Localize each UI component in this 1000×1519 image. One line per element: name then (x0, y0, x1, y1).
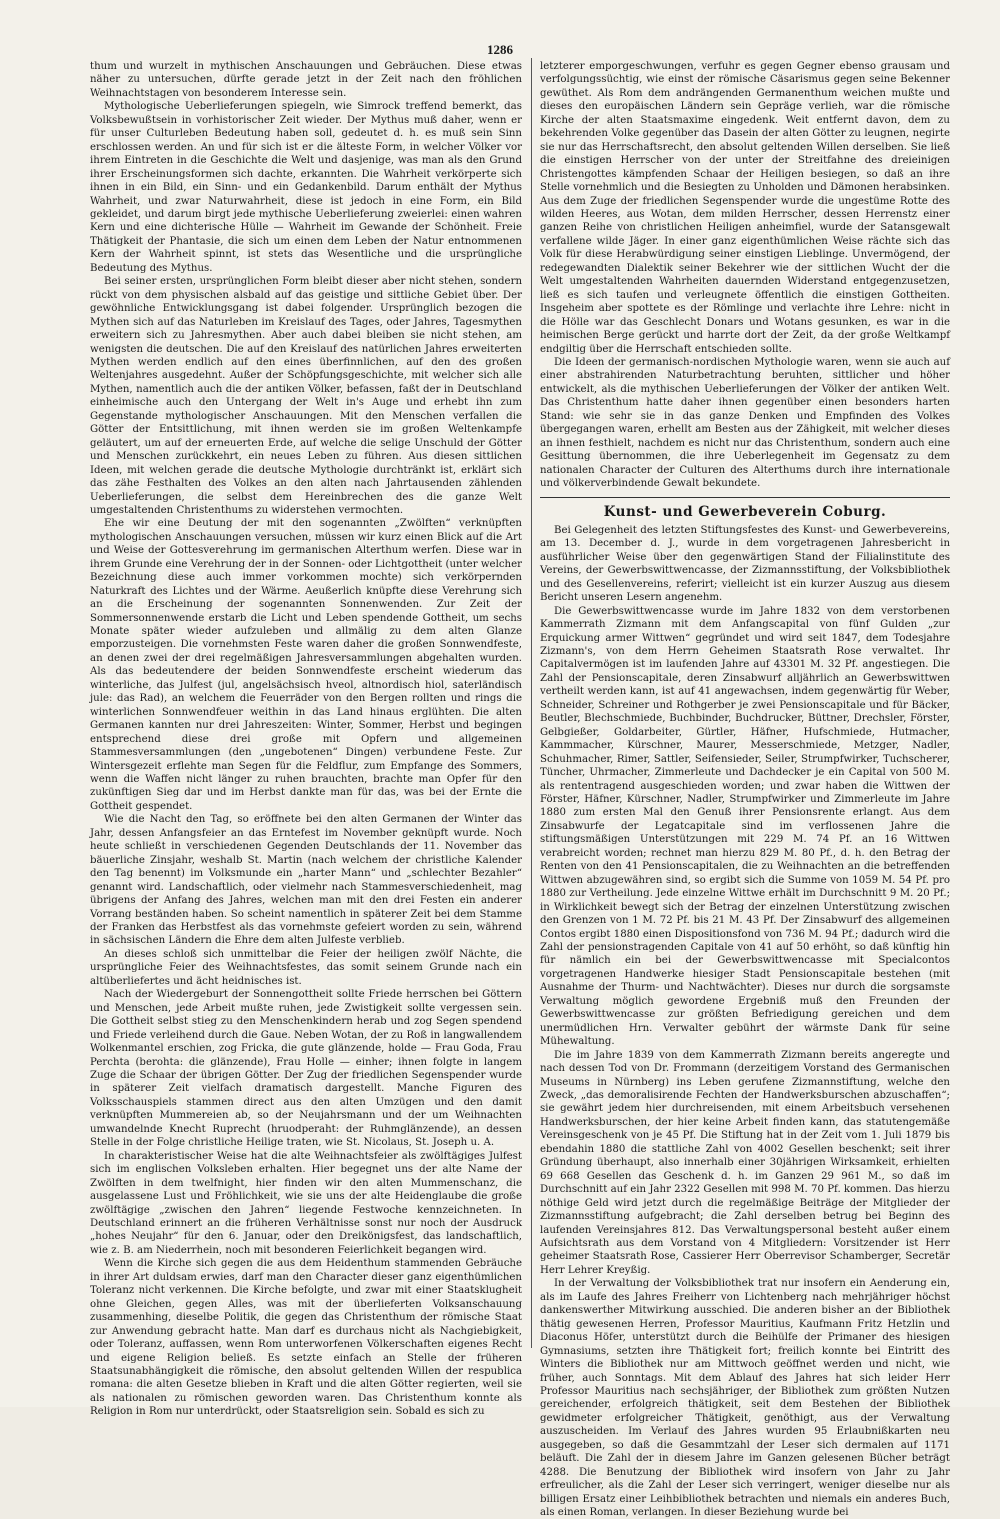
paragraph: thum und wurzelt in mythischen Anschauungen und Gebräuchen. Diese etwas näher zu untersuchen, dürfte gerade jetzt in der Zeit nach den fröhlichen Weihnachtstagen von besonderem Interesse sein. (90, 61, 522, 99)
paragraph: In der Verwaltung der Volksbibliothek trat nur insofern ein Aenderung ein, als im Laufe des Jahres Freiherr von Lichtenberg nach mehrjähriger höchst dankenswerther Mitwirkung ausschied. Die anderen bisher an der Bibliothek thätig gewesenen Herren, Professor Mauritius, Kaufmann Fritz Hetzlin und Diaconus Höfer, unterstützt durch die Beihülfe der Primaner des hiesigen Gymnasiums, setzten ihre Thätigkeit fort; freilich konnte bei Eintritt des Winters die Bibliothek nur am Mittwoch geöffnet werden und nicht, wie früher, auch Sonntags. Mit dem Ablauf des Jahres hat sich leider Herr Professor Mauritius nach sechsjähriger, der Bibliothek zum größten Nutzen gereichender, erfolgreich thätigkeit, seit dem Bestehen der Bibliothek gewidmeter erfolgreicher Thätigkeit, genöthigt, aus der Verwaltung auszuscheiden. Im Verlauf des Jahres wurden 95 Erlaubnißkarten neu ausgegeben, so daß die Gesammtzahl der Leser sich dermalen auf 1171 beläuft. Die Zahl der in diesem Jahre im Ganzen gelesenen Bücher beträgt 4288. Die Benutzung der Bibliothek wird insofern von Jahr zu Jahr erfreulicher, als die Zahl der Leser sich verringert, weniger dieselbe nur als billigen Ersatz einer Leihbibliothek betrachten und niemals ein anderes Buch, als einen Roman, verlangen. In dieser Beziehung wurde bei (540, 1278, 950, 1519)
section-title: Kunst- und Gewerbeverein Coburg. (603, 503, 887, 520)
paragraph: Wenn die Kirche sich gegen die aus dem Heidenthum stammenden Gebräuche in ihrer Art duldsam erwies, darf man den Character dieser ganz eigenthümlichen Toleranz nicht verkennen. Die Kirche befolgte, und zwar mit einer Staatsklugheit ohne Gleichen, gegen Alles, was mit der überlieferten Volksanschauung zusammenhing, dieselbe Politik, die gegen das Christenthum der römische Staat zur Anwendung gebracht hatte. Man darf es durchaus nicht als Nachgiebigkeit, oder Toleranz, auffassen, wenn Rom unterworfenen Völkerschaften eigenes Recht und eigene Religion beließ. Es setzte einfach an Stelle der früheren Staatsunabhängigkeit die römische, den absolut geltenden Willen der respublica romana: die alten Gesetze blieben in Kraft und die alten Götter regierten, weil sie als nationalen zu römischen geworden waren. Das Christenthum konnte als Religion in Rom nur unterdrückt, oder Staatsreligion sein. Sobald es sich zu (90, 1258, 522, 1418)
paragraph: An dieses schloß sich unmittelbar die Feier der heiligen zwölf Nächte, die ursprüngliche Feier des Weihnachtsfestes, das somit seinem Grunde nach ein altüberliefertes und ächt heidnisches ist. (90, 948, 522, 987)
left-column (90, 60, 522, 1418)
paragraph: Die im Jahre 1839 von dem Kammerrath Zizmann bereits angeregte und nach dessen Tod von Dr. Frommann (derzeitigem Vorstand des Germanischen Museums in Nürnberg) ins Leben gerufene Zizmannstiftung, welche den Zweck, „das demoralisirende Fechten der Handwerksburschen abzuschaffen“; sie gewährt jedem hier durchreisenden, mit einem Arbeitsbuch versehenen Handwerksburschen, der hier keine Arbeit finden kann, das statutengemäße Vereinsgeschenk von je 45 Pf. Die Stiftung hat in der Zeit vom 1. Juli 1879 bis ebendahin 1880 die stattliche Zahl von 4002 Gesellen beschenkt; seit ihrer Gründung überhaupt, also innerhalb einer 30jährigen Wirksamkeit, erhielten 69 668 Gesellen das Geschenk d. h. im Ganzen 29 961 M., so daß im Durchschnitt auf ein Jahr 2322 Gesellen mit 998 M. 70 Pf. kommen. Das hierzu nöthige Geld wird jetzt durch die regelmäßige Beiträge der Mitglieder der Zizmannsstiftung aufgebracht; die Zahl derselben betrug bei Beginn des laufenden Vereinsjahres 812. Das Verwaltungspersonal besteht außer einem Aufsichtsrath aus dem Vorstand von 4 Mitgliedern: Vorsitzender ist Herr geheimer Staatsrath Rose, Cassierer Herr Oberrevisor Schamberger, Secretär Herr Lehrer Kreyßig. (540, 1049, 950, 1276)
paragraph: Die Ideen der germanisch-nordischen Mythologie waren, wenn sie auch auf einer abstrahirenden Naturbetrachtung beruhten, sittlicher und höher entwickelt, als die mythischen Ueberlieferungen der Völker der antiken Welt. Das Christenthum hatte daher ihnen gegenüber einen besonders harten Stand: wie sehr sie in das ganze Denken und Empfinden des Volkes übergegangen waren, erhellt am Besten aus der Zähigkeit, mit welcher dieses an ihnen festhielt, nachdem es nicht nur das Christenthum, sondern auch eine Gesittung übernommen, die ihre Ueberlegenheit im Gegensatz zu dem nationalen Character der Culturen des Alterthums durch ihre internationale und völkerverbindende Gewalt bekundete. (540, 356, 950, 490)
column-divider (531, 58, 532, 1348)
page-number: 1286 (487, 42, 513, 57)
paragraph: In charakteristischer Weise hat die alte Weihnachtsfeier als zwölftägiges Julfest sich im englischen Volksleben erhalten. Hier begegnet uns der alte Name der Zwölften in dem twelfnight, hier finden wir den alten Mummenschanz, die ausgelassene Lust und Fröhlichkeit, wie sie uns der alte Heidenglaube die große zwölftägige „zwischen den Jahren“ liegende Festwoche kennzeichneten. In Deutschland erinnert an die früheren Verhältnisse sonst nur noch der Ausdruck „hohes Neujahr“ für den 6. Januar, oder den Dreikönigsfest, das landschaftlich, wie z. B. am Niederrhein, noch mit besonderen Feierlichkeit begangen wird. (90, 1150, 522, 1256)
paragraph: Wie die Nacht den Tag, so eröffnete bei den alten Germanen der Winter das Jahr, dessen Anfangsfeier an das Erntefest im November geknüpft wurde. Noch heute schließt in verschiedenen Gegenden Deutschlands der 11. November das bäuerliche Zinsjahr, weshalb St. Martin (nach welchem der christliche Kalender den Tag benennt) im Volksmunde ein „harter Mann“ und „schlechter Bezahler“ genannt wird. Landschaftlich, oder vielmehr nach Stammesverschiedenheit, mag übrigens der Anfang des Jahres, welchen man mit den drei Festen ein anderer Vorrang beständen haben. So scheint namentlich in späterer Zeit bei dem Stamme der Franken das Herbstfest als das vornehmste gefeiert worden zu sein, während in sächsischen Ländern die Ehre dem alten Julfeste verblieb. (90, 814, 522, 947)
paragraph: letzterer emporgeschwungen, verfuhr es gegen Gegner ebenso grausam und verfolgungssüchtig, wie einst der römische Cäsarismus gegen seine Bekenner gewüthet. Als Rom dem andrängenden Germanenthum weichen mußte und dieses den europäischen Ländern sein Gepräge verlieh, war die römische Kirche der alten Staatsmaxime eingedenk. Weit entfernt davon, dem zu bekehrenden Volke gegenüber das Dasein der alten Götter zu leugnen, negirte sie nur das Herrschaftsrecht, den absolut geltenden Willen derselben. Sie ließ die einstigen Herrscher von der unter der Streitfahne des dreieinigen Christengottes kämpfenden Schaar der Heiligen besiegen, so daß an ihre Stelle vornehmlich und die Besiegten zu Unholden und Dämonen herabsinken. Aus dem Zuge der friedlichen Segenspender wurde die ungestüme Rotte des wilden Heeres, aus Wotan, dem milden Herrscher, dessen Herrenstz einer ganzen Reihe von christlichen Heiligen anheimfiel, wurde der Satansgewalt verfallene wilde Jäger. In einer ganz eigenthümlichen Weise rächte sich das Volk für diese Herabwürdigung seiner einstigen Lieblinge. Unvermögend, der redegewandten Dialektik seiner Bekehrer wie der sittlichen Wucht der die Welt umgestaltenden Wahrheiten dauernden Widerstand entgegenzusetzen, ließ es sich taufen und verleugnete öffentlich die einstigen Gottheiten. Insgeheim aber spottete es der Römlinge und verlachte ihre Lehre: nicht in die Hölle war das Geschlecht Donars und Wotans gesunken, es war in die heimischen Berge gerückt und harrte dort der Zeit, da der große Weltkampf endgiltig über die Herrschaft entschieden sollte. (540, 61, 950, 355)
section-divider (540, 497, 950, 498)
paragraph: Mythologische Ueberlieferungen spiegeln, wie Simrock treffend bemerkt, das Volksbewußtsein in vorhistorischer Zeit wieder. Der Mythus muß daher, wenn er für unser Culturleben Bedeutung haben soll, gedeutet d. h. es muß sein Sinn erschlossen werden. An und für sich ist er die älteste Form, in welcher Völker vor ihrem Eintreten in die Geschichte die Welt und dasjenige, was man als den Grund ihrer Erscheinungsformen sich dachte, erkannten. Die Wahrheit verkörperte sich ihnen in ein Bild, ein Sinn- und ein Gedankenbild. Darum enthält der Mythus Wahrheit, und zwar Naturwahrheit, diese ist jedoch in eine Form, ein Bild gekleidet, und darum birgt jede mythische Ueberlieferung zweierlei: einen wahren Kern und eine dichterische Hülle — Wahrheit im Gewande der Schönheit. Freie Thätigkeit der Phantasie, die sich um einen dem Leben der Natur entnommenen Kern der Wahrheit spinnt, ist stets das Wesentliche und die ursprüngliche Bedeutung des Mythus. (90, 101, 522, 274)
paragraph: Die Gewerbswittwencasse wurde im Jahre 1832 von dem verstorbenen Kammerrath Zizmann mit dem Anfangscapital von fünf Gulden „zur Erquickung armer Wittwen“ gegründet und wird seit 1847, dem Todesjahre Zizmann's, von dem Herrn Geheimen Staatsrath Rose verwaltet. Ihr Capitalvermögen ist im laufenden Jahre auf 43301 M. 32 Pf. angestiegen. Die Zahl der Pensionscapitale, deren Zinsabwurf alljährlich an Gewerbswittwen vertheilt werden kann, ist auf 41 angewachsen, indem gegenwärtig für Weber, Schneider, Schreiner und Rothgerber je zwei Pensionscapitale und für Bäcker, Beutler, Blechschmiede, Buchbinder, Buchdrucker, Büttner, Drechsler, Förster, Gelbgießer, Goldarbeiter, Gürtler, Häfner, Hufschmiede, Hutmacher, Kammmacher, Kürschner, Maurer, Messerschmiede, Metzger, Nadler, Schuhmacher, Rimer, Sattler, Seifensieder, Seiler, Strumpfwirker, Tuchscherer, Tüncher, Uhrmacher, Zimmerleute und Dachdecker je ein Capital von 500 M. als rententragend ausgeschieden worden; und zwar haben die Wittwen der Förster, Häfner, Kürschner, Nadler, Strumpfwirker und Zimmerleute im Jahre 1880 zum ersten Mal den Genuß ihrer Pensionsrente erlangt. Aus dem Zinsabwurfe der Legatcapitale sind im verflossenen Jahre die stiftungsmäßigen Unterstützungen mit 229 M. 74 Pf. an 16 Wittwen verabreicht worden; rechnet man hierzu 829 M. 80 Pf., d. h. den Betrag der Renten von den 41 Pensionscapitalen, die zu Weihnachten an die betreffenden Wittwen abzugewähren sind, so ergibt sich die Summe von 1059 M. 54 Pf. pro 1880 zur Vertheilung. Jede einzelne Wittwe erhält im Durchschnitt 9 M. 20 Pf.; in Wirklichkeit bewegt sich der Betrag der einzelnen Unterstützung zwischen den Grenzen von 1 M. 72 Pf. bis 21 M. 43 Pf. Der Zinsabwurf des allgemeinen Contos ergibt 1880 einen Dispositionsfond von 736 M. 94 Pf.; dadurch wird die Zahl der pensionstragenden Capitale von 41 auf 50 erhöht, so daß künftig hin für nämlich ein bei der Gewerbswittwencasse mit Specialcontos vorgetragenen Handwerke hiesiger Stadt Pensionscapitale bestehen (mit Ausnahme der Thurm- und Nachtwächter). Dieses nur durch die sorgsamste Verwaltung möglich gewordene Ergebniß muß den Freunden der Gewerbswittwencasse zur größten Befriedigung gereichen und dem unermüdlichen Hrn. Verwalter gebührt der wärmste Dank für seine Mühewaltung. (540, 605, 950, 1048)
right-column (540, 60, 950, 1519)
paragraph: Nach der Wiedergeburt der Sonnengottheit sollte Friede herrschen bei Göttern und Menschen, jede Arbeit mußte ruhen, jede Zwistigkeit sollte vergessen sein. Die Gottheit selbst stieg zu den Menschenkindern herab und zog Segen spendend und Friede verleihend durch die Gaue. Neben Wotan, der zu Roß in langwallendem Wolkenmantel erschien, zog Fricka, die gute glänzende, holde — Frau Goda, Frau Perchta (berohta: die glänzende), Frau Holle — einher; ihnen folgte in langem Zuge die Schaar der übrigen Götter. Der Zug der friedlichen Segenspender wurde in späterer Zeit vielfach dramatisch dargestellt. Manche Figuren des Volksschauspiels stammen direct aus den alten Umzügen und den damit verknüpften Mummereien ab, so der Neujahrsmann und der um Weihnachten umwandelnde Knecht Ruprecht (hruodperaht: der Ruhmglänzende), an dessen Stelle in der Folge christliche Heilige traten, wie St. Nicolaus, St. Joseph u. A. (90, 989, 522, 1149)
paragraph: Bei Gelegenheit des letzten Stiftungsfestes des Kunst- und Gewerbevereins, am 13. December d. J., wurde in dem vorgetragenen Jahresbericht in ausführlicher Weise über den gegenwärtigen Stand der Filialinstitute des Vereins, der Gewerbswittwencasse, der Zizmannsstiftung, der Volksbibliothek und des Gesellenvereins, referirt; vielleicht ist ein kurzer Auszug aus diesem Bericht unseren Lesern angenehm. (540, 524, 950, 604)
paragraph: Bei seiner ersten, ursprünglichen Form bleibt dieser aber nicht stehen, sondern rückt von dem physischen alsbald auf das geistige und sittliche Gebiet über. Der gewöhnliche Entwicklungsgang ist dabei folgender. Ursprünglich bezogen die Mythen sich auf das Naturleben im Kreislauf des Tages, oder Jahres, Tagesmythen erweitern sich zu Jahresmythen. Aber auch dabei bleiben sie nicht stehen, am wenigsten die deutschen. Die auf den Kreislauf des natürlichen Jahres erweiterten Mythen werden endlich auf den eines überfinnlichen, auf den des großen Weltenjahres ausgedehnt. Außer der Schöpfungsgeschichte, mit welcher sich alle Mythen, namentlich auch die der antiken Völker, befassen, faßt der in Deutschland einheimische auch den Untergang der Welt in's Auge und erhebt ihn zum Gegenstande mythologischer Anschauungen. Mit den Menschen verfallen die Götter der Entsittlichung, mit ihnen werden sie im großen Weltenkampfe geläutert, um auf der erneuerten Erde, auf welche die selige Unschuld der Götter und Menschen zurückkehrt, ein neues Leben zu führen. Aus diesen sittlichen Ideen, mit welchen gerade die deutsche Mythologie durchtränkt ist, erklärt sich das zähe Festhalten des Volkes an den alten nach Jahrtausenden zählenden Ueberlieferungen, die selbst dem Hereinbrechen des die ganze Welt umgestaltenden Christenthums zu widerstehen vermochten. (90, 276, 522, 516)
paragraph: Ehe wir eine Deutung der mit den sogenannten „Zwölften“ verknüpften mythologischen Anschauungen versuchen, müssen wir kurz einen Blick auf die Art und Weise der Gottesverehrung im germanischen Alterthum werfen. Diese war in ihrem Grunde eine Verehrung der in der Sonnen- oder Lichtgottheit (unter welcher Bezeichnung diese auch immer vorkommen mochte) sich verkörpernden Naturkraft des Lichtes und der Wärme. Aeußerlich knüpfte diese Verehrung sich an die Erscheinung der sogenannten Sonnenwenden. Zur Zeit der Sommersonnenwende erstarb die Licht und Leben spendende Gottheit, um sechs Monate später wieder aufzuleben und allmälig zu dem alten Glanze emporzusteigen. Die vornehmsten Feste waren daher die großen Sonnwendfeste, an denen zwei der drei regelmäßigen Jahresversammlungen abgehalten wurden. Als das bedeutendere der beiden Sonnwendfeste erscheint wiederum das winterliche, das Julfest (jul, angelsächsisch hveol, altnordisch hiol, saterländisch jule: das Rad), an welchem die Feuerräder von den Bergen rollten und rings die winterlichen Sonnwendfeuer weithin in das Land hinaus erglühten. Die alten Germanen kannten nur drei Jahreszeiten: Winter, Sommer, Herbst und begingen entsprechend diese drei große mit Opfern und allgemeinen Stammesversammlungen (den „ungebotenen“ Dingen) verbundene Feste. Zur Wintersgezeit erflehte man Segen für die Feldflur, zum Empfange des Sommers, wenn die Waffen nicht länger zu ruhen brauchten, brachte man Opfer für den zukünftigen Sieg dar und im Herbst dankte man für das, was bei der Ernte die Gottheit gespendet. (90, 518, 522, 812)
